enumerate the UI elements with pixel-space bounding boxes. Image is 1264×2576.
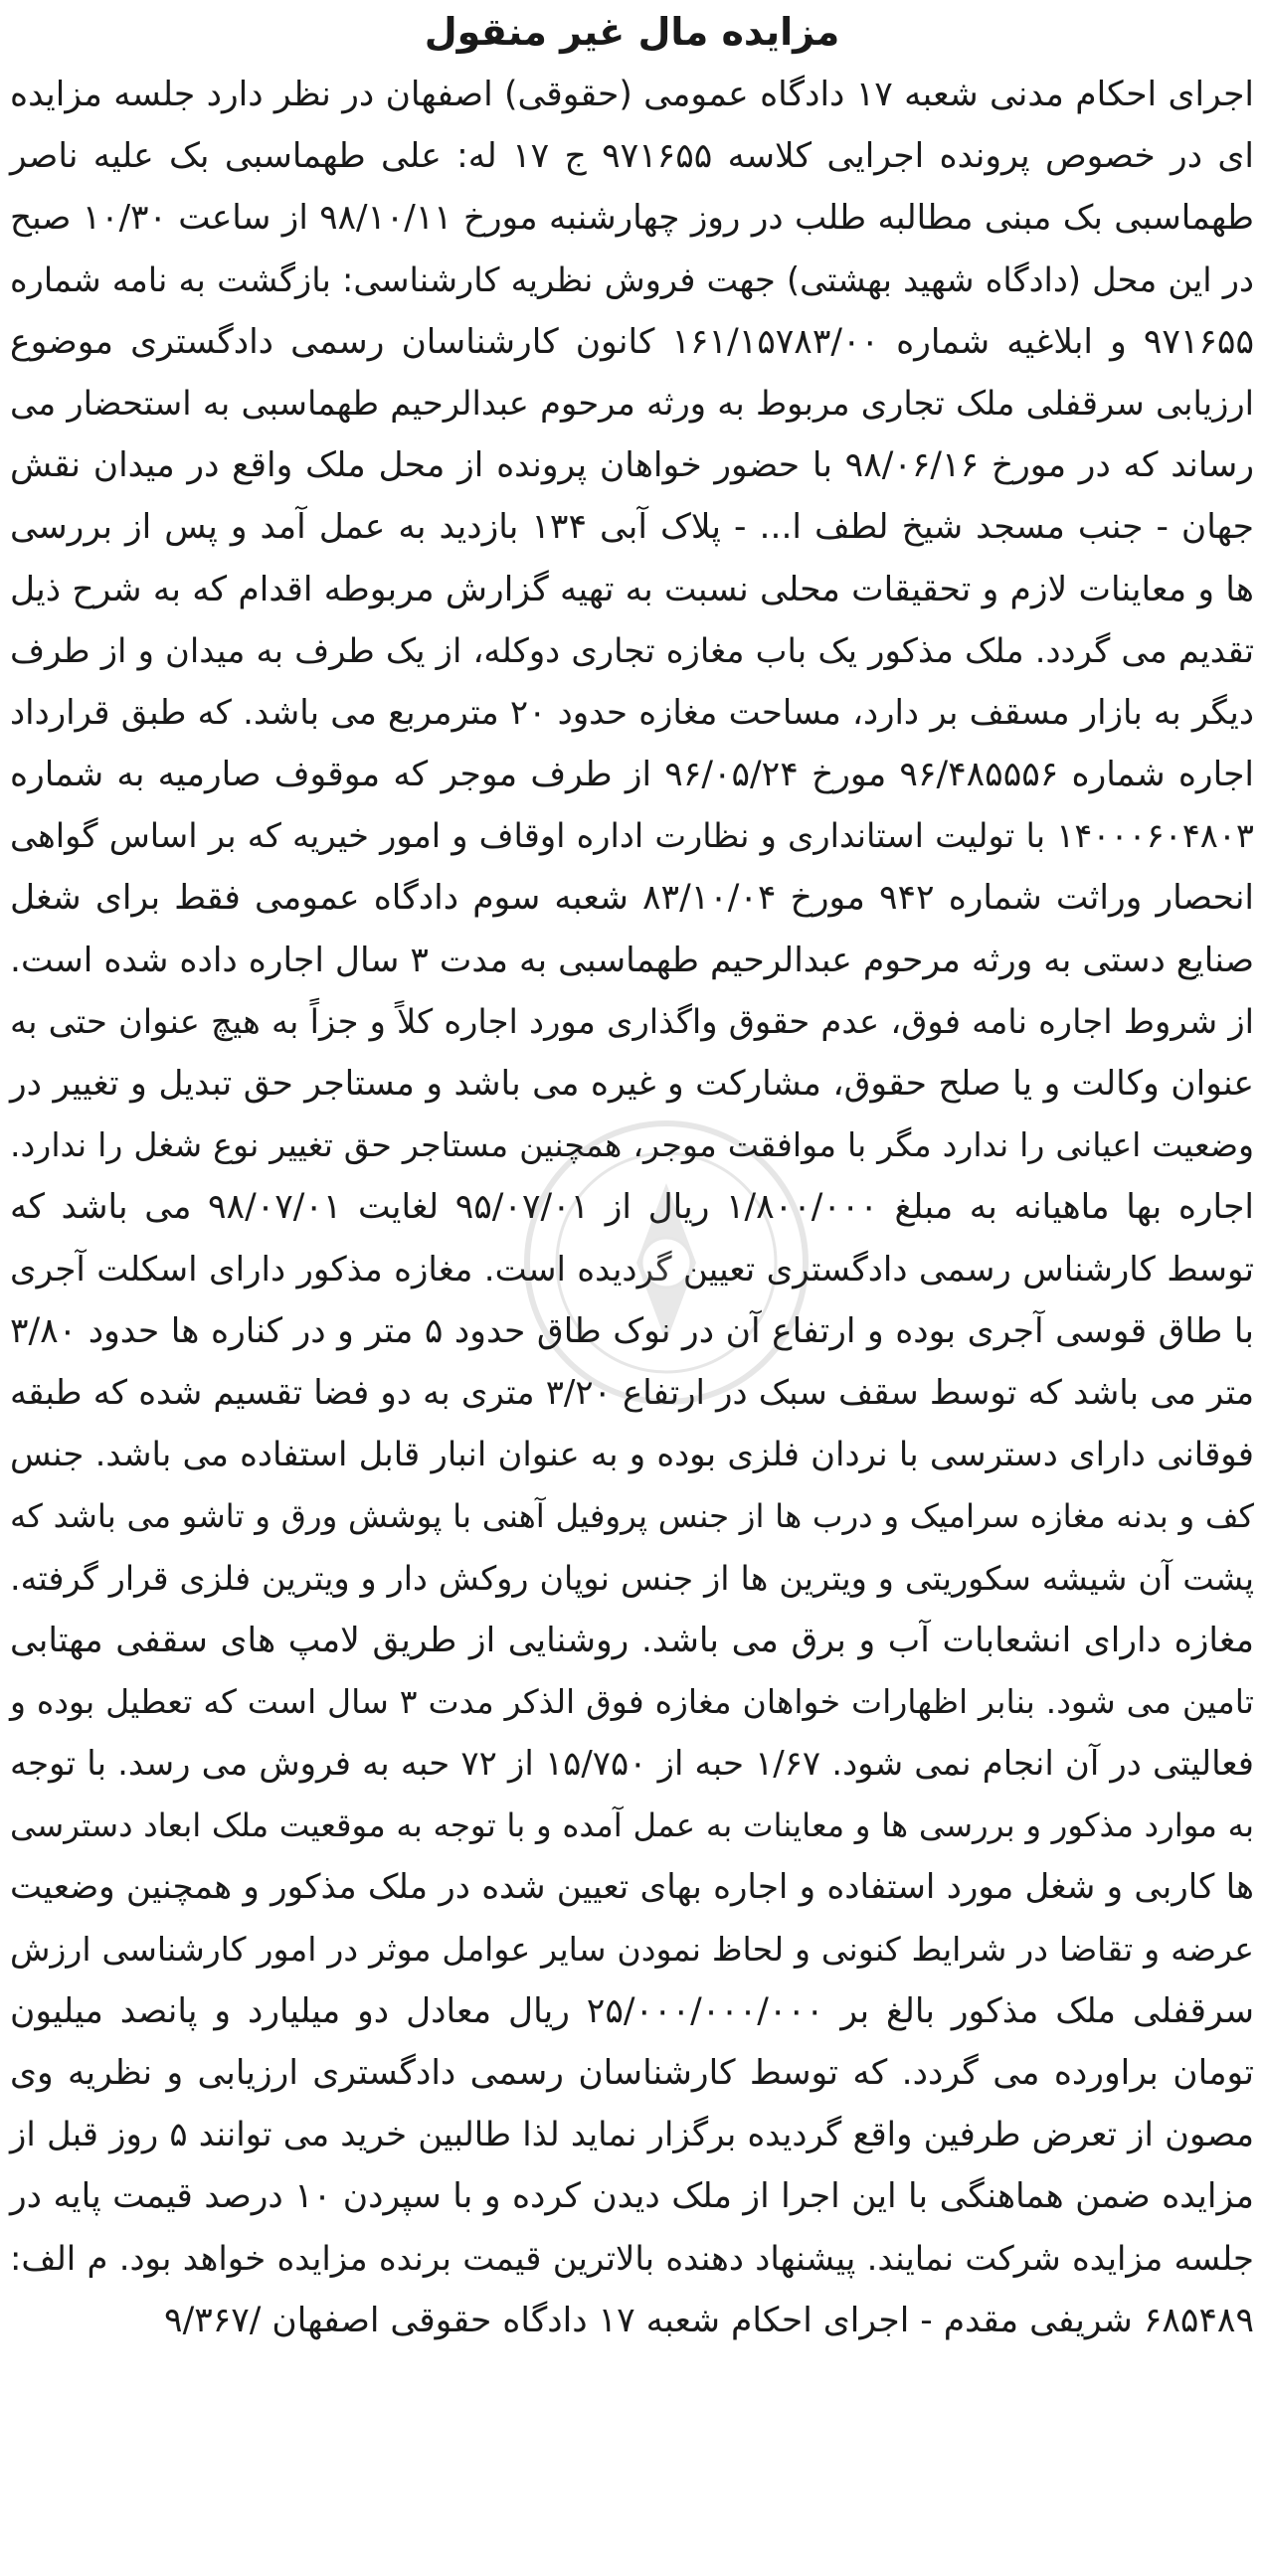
body-line: مزایده ضمن هماهنگی با این اجرا از ملک دیدن کرده و با سپردن ۱۰ درصد قیمت پایه در: [10, 2176, 1254, 2217]
body-line: پشت آن شیشه سکوریتی و ویترین ها از جنس نوپان روکش دار و ویترین فلزی قرار گرفته.: [10, 1558, 1254, 1598]
body-line: توسط کارشناس رسمی دادگستری تعیین گردیده است. مغازه مذکور دارای اسکلت آجری: [10, 1249, 1254, 1289]
body-line: ها و معاینات لازم و تحقیقات محلی نسبت به تهیه گزارش مربوطه اقدام که به شرح ذیل: [10, 569, 1254, 609]
body-line: در این محل (دادگاه شهید بهشتی) جهت فروش نظریه کارشناسی: بازگشت به نامه شماره: [10, 259, 1254, 299]
body-line: اجاره شماره ۹۶/۴۸۵۵۵۶ مورخ ۹۶/۰۵/۲۴ از طرف موجر که موقوف صارمیه به شماره: [10, 755, 1254, 795]
body-line: ارزیابی سرقفلی ملک تجاری مربوط به ورثه مرحوم عبدالرحیم طهماسبی به استحضار می: [10, 383, 1254, 423]
body-line: انحصار وراثت شماره ۹۴۲ مورخ ۸۳/۱۰/۰۴ شعبه سوم دادگاه عمومی فقط برای شغل: [10, 878, 1255, 919]
body-line: جهان - جنب مسجد شیخ لطف ا... - پلاک آبی ۱۳۴ بازدید به عمل آمد و پس از بررسی: [10, 507, 1255, 548]
body-line: تقدیم می گردد. ملک مذکور یک باب مغازه تجاری دوکله، از یک طرف به میدان و از طرف: [10, 630, 1254, 670]
body-line: از شروط اجاره نامه فوق، عدم حقوق واگذاری مورد اجاره کلاً و جزاً به هیچ عنوان حتی به: [10, 1001, 1254, 1041]
body-line: دیگر به بازار مسقف بر دارد، مساحت مغازه حدود ۲۰ مترمربع می باشد. که طبق قرارداد: [10, 692, 1254, 733]
body-line: سرقفلی ملک مذکور بالغ بر ۲۵/۰۰۰/۰۰۰/۰۰۰ ریال معادل دو میلیارد و پانصد میلیون: [10, 1990, 1254, 2031]
body-line: عرضه و تقاضا در شرایط کنونی و لحاظ نمودن سایر عوامل موثر در امور کارشناسی ارزش: [10, 1929, 1254, 1969]
body-line: کف و بدنه مغازه سرامیک و درب ها از جنس پروفیل آهنی با پوشش ورق و تاشو می باشد که: [10, 1497, 1254, 1536]
body-line: متر می باشد که توسط سقف سبک در ارتفاع ۳/۲۰ متری به دو فضا تقسیم شده که طبقه: [10, 1372, 1254, 1412]
body-line: ۹۷۱۶۵۵ و ابلاغیه شماره ۱۶۱/۱۵۷۸۳/۰۰ کانون کارشناسان رسمی دادگستری موضوع: [10, 321, 1254, 362]
body-line-signature: ۶۸۵۴۸۹ شریفی مقدم - اجرای احکام شعبه ۱۷ دادگاه حقوقی اصفهان /۹/۳۶۷: [164, 2300, 1254, 2340]
body-line: صنایع دستی به ورثه مرحوم عبدالرحیم طهماسبی به مدت ۳ سال اجاره داده شده است.: [10, 940, 1254, 980]
body-line: با طاق قوسی آجری بوده و ارتفاع آن در نوک طاق حدود ۵ متر و در کناره ها حدود ۳/۸۰: [10, 1310, 1255, 1351]
body-line: وضعیت اعیانی را ندارد مگر با موافقت موجر، همچنین مستاجر حق تغییر نوع شغل را ندارد.: [10, 1125, 1254, 1165]
body-line: اجاره بها ماهیانه به مبلغ ۱/۸۰۰/۰۰۰ ریال از ۹۵/۰۷/۰۱ لغایت ۹۸/۰۷/۰۱ می باشد که: [10, 1187, 1254, 1228]
body-line: فوقانی دارای دسترسی با نردان فلزی بوده و به عنوان انبار قابل استفاده می باشد. جنس: [10, 1435, 1254, 1474]
body-line: جلسه مزایده شرکت نمایند. پیشنهاد دهنده بالاترین قیمت برنده مزایده خواهد بود. م الف:: [10, 2238, 1254, 2278]
body-line: طهماسبی بک مبنی مطالبه طلب در روز چهارشنبه مورخ ۹۸/۱۰/۱۱ از ساعت ۱۰/۳۰ صبح: [10, 198, 1254, 239]
body-line: مغازه دارای انشعابات آب و برق می باشد. روشنایی از طریق لامپ های سقفی مهتابی: [10, 1620, 1254, 1660]
body-line: عنوان وکالت و یا صلح حقوق، مشارکت و غیره می باشد و مستاجر حق تبدیل و تغییر در: [10, 1064, 1254, 1104]
body-line: رساند که در مورخ ۹۸/۰۶/۱۶ با حضور خواهان پرونده از محل ملک واقع در میدان نقش: [10, 445, 1254, 486]
body-line: ای در خصوص پرونده اجرایی کلاسه ۹۷۱۶۵۵ ج ۱۷ له: علی طهماسبی بک علیه ناصر: [10, 136, 1254, 177]
body-line: فعالیتی در آن انجام نمی شود. ۱/۶۷ حبه از ۱۵/۷۵۰ از ۷۲ حبه به فروش می رسد. با توجه: [10, 1744, 1254, 1784]
body-line: مصون از تعرض طرفین واقع گردیده برگزار نماید لذا طالبین خرید می توانند ۵ روز قبل از: [10, 2115, 1254, 2154]
body-line: ۱۴۰۰۰۶۰۴۸۰۳ با تولیت استانداری و نظارت اداره اوقاف و امور خیریه که بر اساس گواهی: [10, 816, 1254, 856]
document-body: [10, 64, 1254, 2351]
body-line: تومان براورده می گردد. که توسط کارشناسان رسمی دادگستری ارزیابی و نظریه وی: [10, 2053, 1254, 2093]
body-line: ها کاربی و شغل مورد استفاده و اجاره بهای تعیین شده در ملک مذکور و همچنین وضعیت: [10, 1867, 1254, 1908]
body-line: به موارد مذکور و بررسی ها و معاینات به عمل آمده و با توجه به موقعیت ملک ابعاد دسترسی: [10, 1806, 1254, 1845]
body-line: اجرای احکام مدنی شعبه ۱۷ دادگاه عمومی (حقوقی) اصفهان در نظر دارد جلسه مزایده: [10, 75, 1254, 114]
document-title: مزایده مال غیر منقول: [424, 10, 840, 54]
body-line: تامین می شود. بنابر اظهارات خواهان مغازه فوق الذکر مدت ۳ سال است که تعطیل بوده و: [10, 1681, 1254, 1721]
